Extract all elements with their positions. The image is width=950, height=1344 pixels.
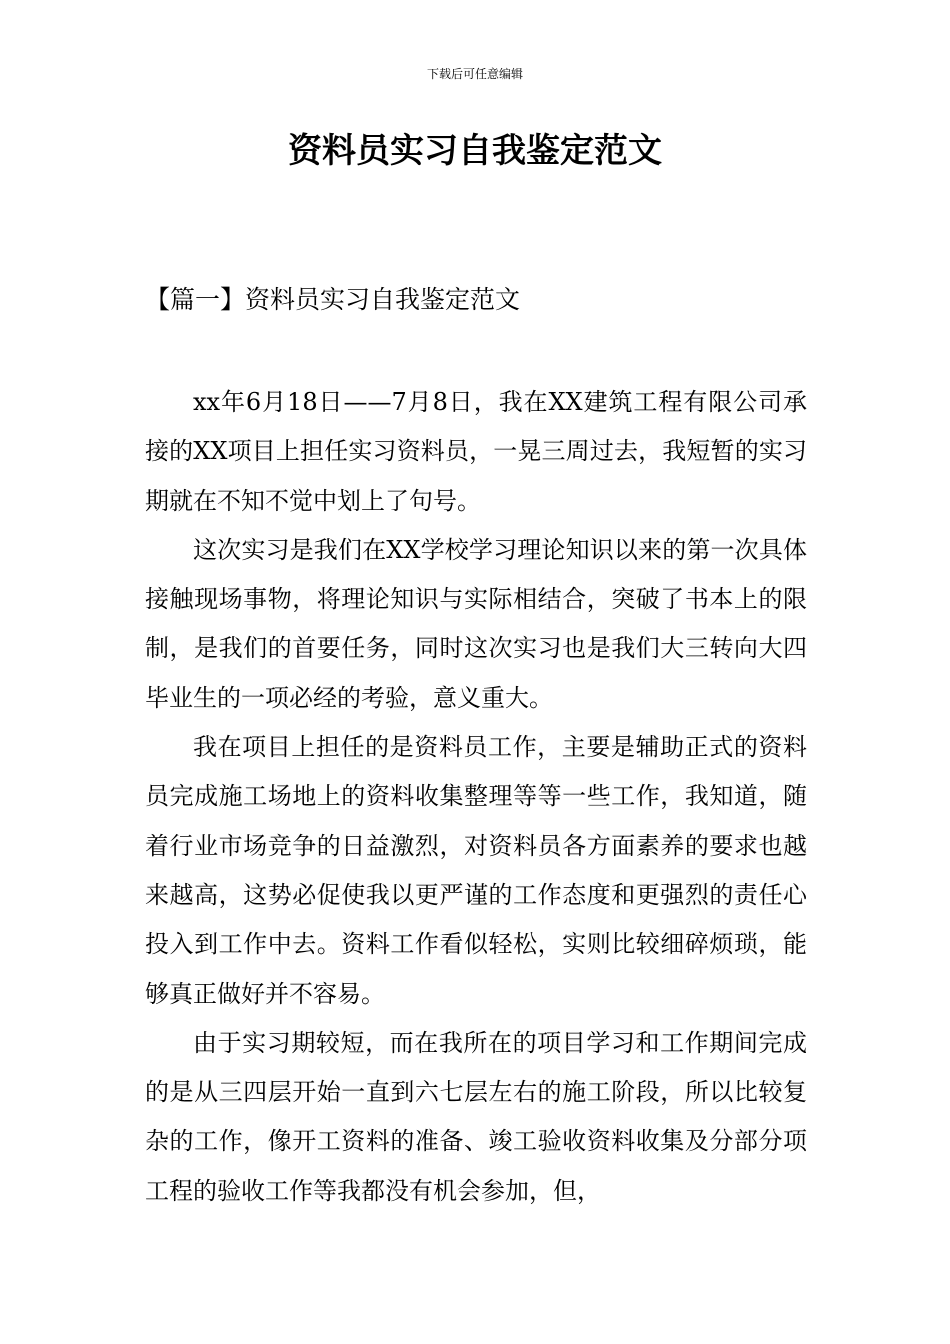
paragraph-2: 这次实习是我们在XX学校学习理论知识以来的第一次具体接触现场事物，将理论知识与实际相结合，突破了书本上的限制，是我们的首要任务，同时这次实习也是我们大三转向大四毕业生的一项必经的考验，意义重大。 <box>145 535 807 712</box>
header-note: 下载后可任意编辑 <box>426 67 523 81</box>
paragraph-1: xx年6月18日——7月8日，我在XX建筑工程有限公司承接的XX项目上担任实习资料员，一晃三周过去，我短暂的实习期就在不知不觉中划上了句号。 <box>145 388 807 515</box>
document-title: 资料员实习自我鉴定范文 <box>288 131 662 171</box>
section-heading: 【篇一】资料员实习自我鉴定范文 <box>145 285 521 314</box>
document-body <box>145 378 807 1216</box>
paragraph-3: 我在项目上担任的是资料员工作，主要是辅助正式的资料员完成施工场地上的资料收集整理等等一些工作，我知道，随着行业市场竞争的日益激烈，对资料员各方面素养的要求也越来越高，这势必促使我以更严谨的工作态度和更强烈的责任心投入到工作中去。资料工作看似轻松，实则比较细碎烦琐，能够真正做好并不容易。 <box>145 733 807 1008</box>
paragraph-4: 由于实习期较短，而在我所在的项目学习和工作期间完成的是从三四层开始一直到六七层左右的施工阶段，所以比较复杂的工作，像开工资料的准备、竣工验收资料收集及分部分项工程的验收工作等我都没有机会参加，但， <box>145 1028 807 1205</box>
